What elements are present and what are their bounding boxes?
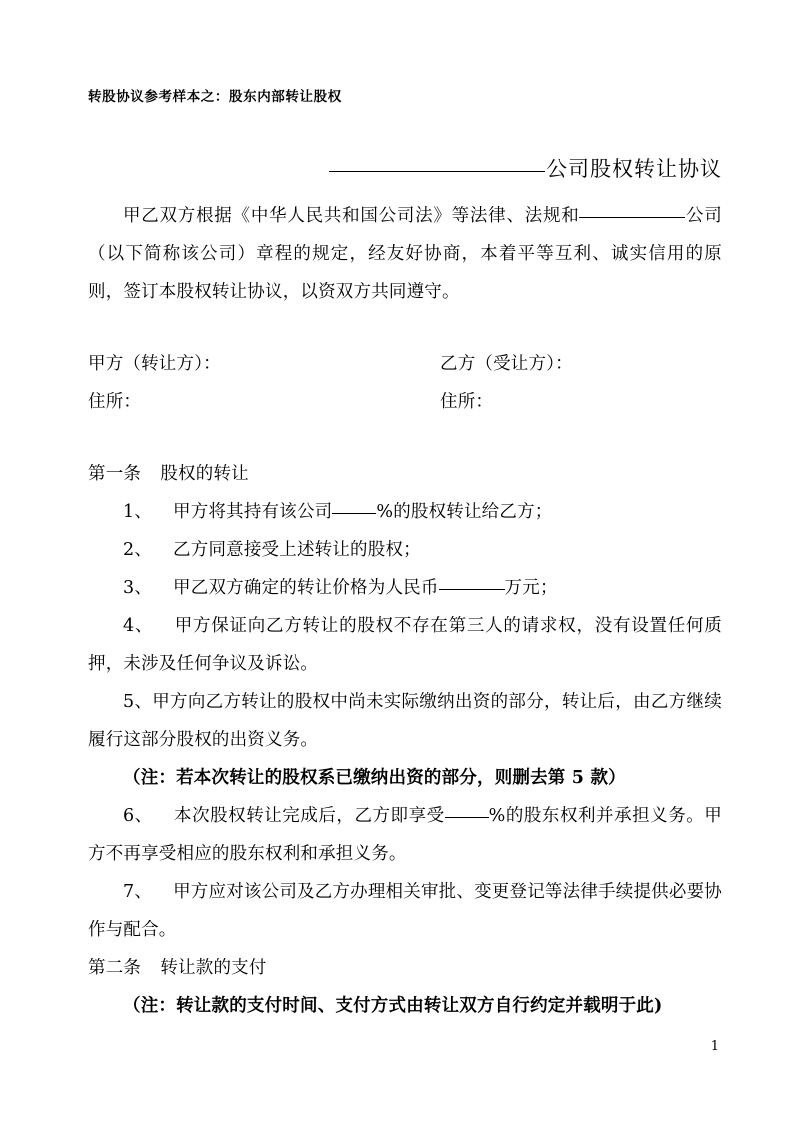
company-name-blank[interactable] [329,171,545,172]
clause-1-item-2 [88,531,722,569]
clause-1-item-7-text: 甲方应对该公司及乙方办理相关审批、变更登记等法律手续提供必要协作与配合。 [88,882,722,941]
clause-1-item-6-blank[interactable] [445,816,489,818]
clause-1-item-6 [88,797,722,873]
clause-1-number: 第一条 [88,464,142,485]
clause-1-item-5-text: 甲方向乙方转让的股权中尚未实际缴纳出资的部分，转让后，由乙方继续履行这部分股权的出资义务。 [88,692,722,751]
clause-1-item-7-number: 7、 [123,882,153,903]
clause-1-item-5 [88,683,722,759]
party-a-address-label: 住所： [88,392,142,413]
clause-1-note: （注：若本次转让的股权系已缴纳出资的部分，则删去第 5 款） [123,768,626,789]
clause-1-item-6-text-before: 本次股权转让完成后，乙方即享受 [173,806,445,827]
clause-2-number: 第二条 [88,958,142,979]
clause-1-item-1 [88,493,722,531]
clause-1-item-1-text-after: %的股权转让给乙方； [376,502,553,523]
clause-2-note: （注：转让款的支付时间、支付方式由转让双方自行约定并载明于此) [123,996,663,1017]
clause-1-item-3-blank[interactable] [439,588,505,590]
parties-address-row [88,383,722,421]
clause-1-item-4-text: 甲方保证向乙方转让的股权不存在第三人的请求权，没有设置任何质押，未涉及任何争议及诉讼。 [88,616,722,675]
preamble-company-blank[interactable] [579,216,685,218]
clause-1-item-2-text: 乙方同意接受上述转让的股权； [173,540,421,561]
clause-2-title: 转让款的支付 [160,958,267,979]
document-header-note: 转股协议参考样本之：股东内部转让股权 [88,89,342,105]
preamble-paragraph [88,197,722,311]
clause-1-item-4 [88,607,722,683]
document-title-suffix: 公司股权转让协议 [546,156,722,181]
page-number: 1 [710,1039,719,1054]
preamble-text-before: 甲乙双方根据《中华人民共和国公司法》等法律、法规和 [123,206,580,227]
clause-1-item-1-number: 1、 [123,502,153,523]
spacer [88,421,722,455]
clause-1-item-7 [88,873,722,949]
clause-2-heading [88,949,722,987]
clause-1-item-3-text-before: 甲乙双方确定的转让价格为人民币 [173,578,439,599]
clause-1-item-3 [88,569,722,607]
clause-1-item-5-number: 5、 [123,692,153,713]
clause-1-item-6-number: 6、 [123,806,153,827]
spacer [88,311,722,345]
clause-1-item-1-text-before: 甲方将其持有该公司 [173,502,333,523]
document-title [88,155,722,183]
party-b-address-label: 住所： [440,392,494,413]
clause-1-item-6-text-after: %的股东权利并承担义务。甲方不再享受相应的股东权利和承担义务。 [88,806,722,865]
document-body [88,88,722,1025]
clause-1-item-1-blank[interactable] [332,512,376,514]
clause-1-item-3-text-after: 万元； [504,578,558,599]
parties-name-row [88,345,722,383]
party-b-label: 乙方（受让方）： [440,354,573,375]
preamble-text-after: 公司（以下简称该公司）章程的规定，经友好协商，本着平等互利、诚实信用的原则，签订本股权转让协议，以资双方共同遵守。 [88,206,723,303]
clause-1-item-4-number: 4、 [123,616,154,637]
clause-1-item-2-number: 2、 [123,540,153,561]
party-a-label: 甲方（转让方）： [88,354,221,375]
clause-1-title: 股权的转让 [160,464,249,485]
clause-1-heading [88,455,722,493]
clause-1-item-3-number: 3、 [123,578,153,599]
